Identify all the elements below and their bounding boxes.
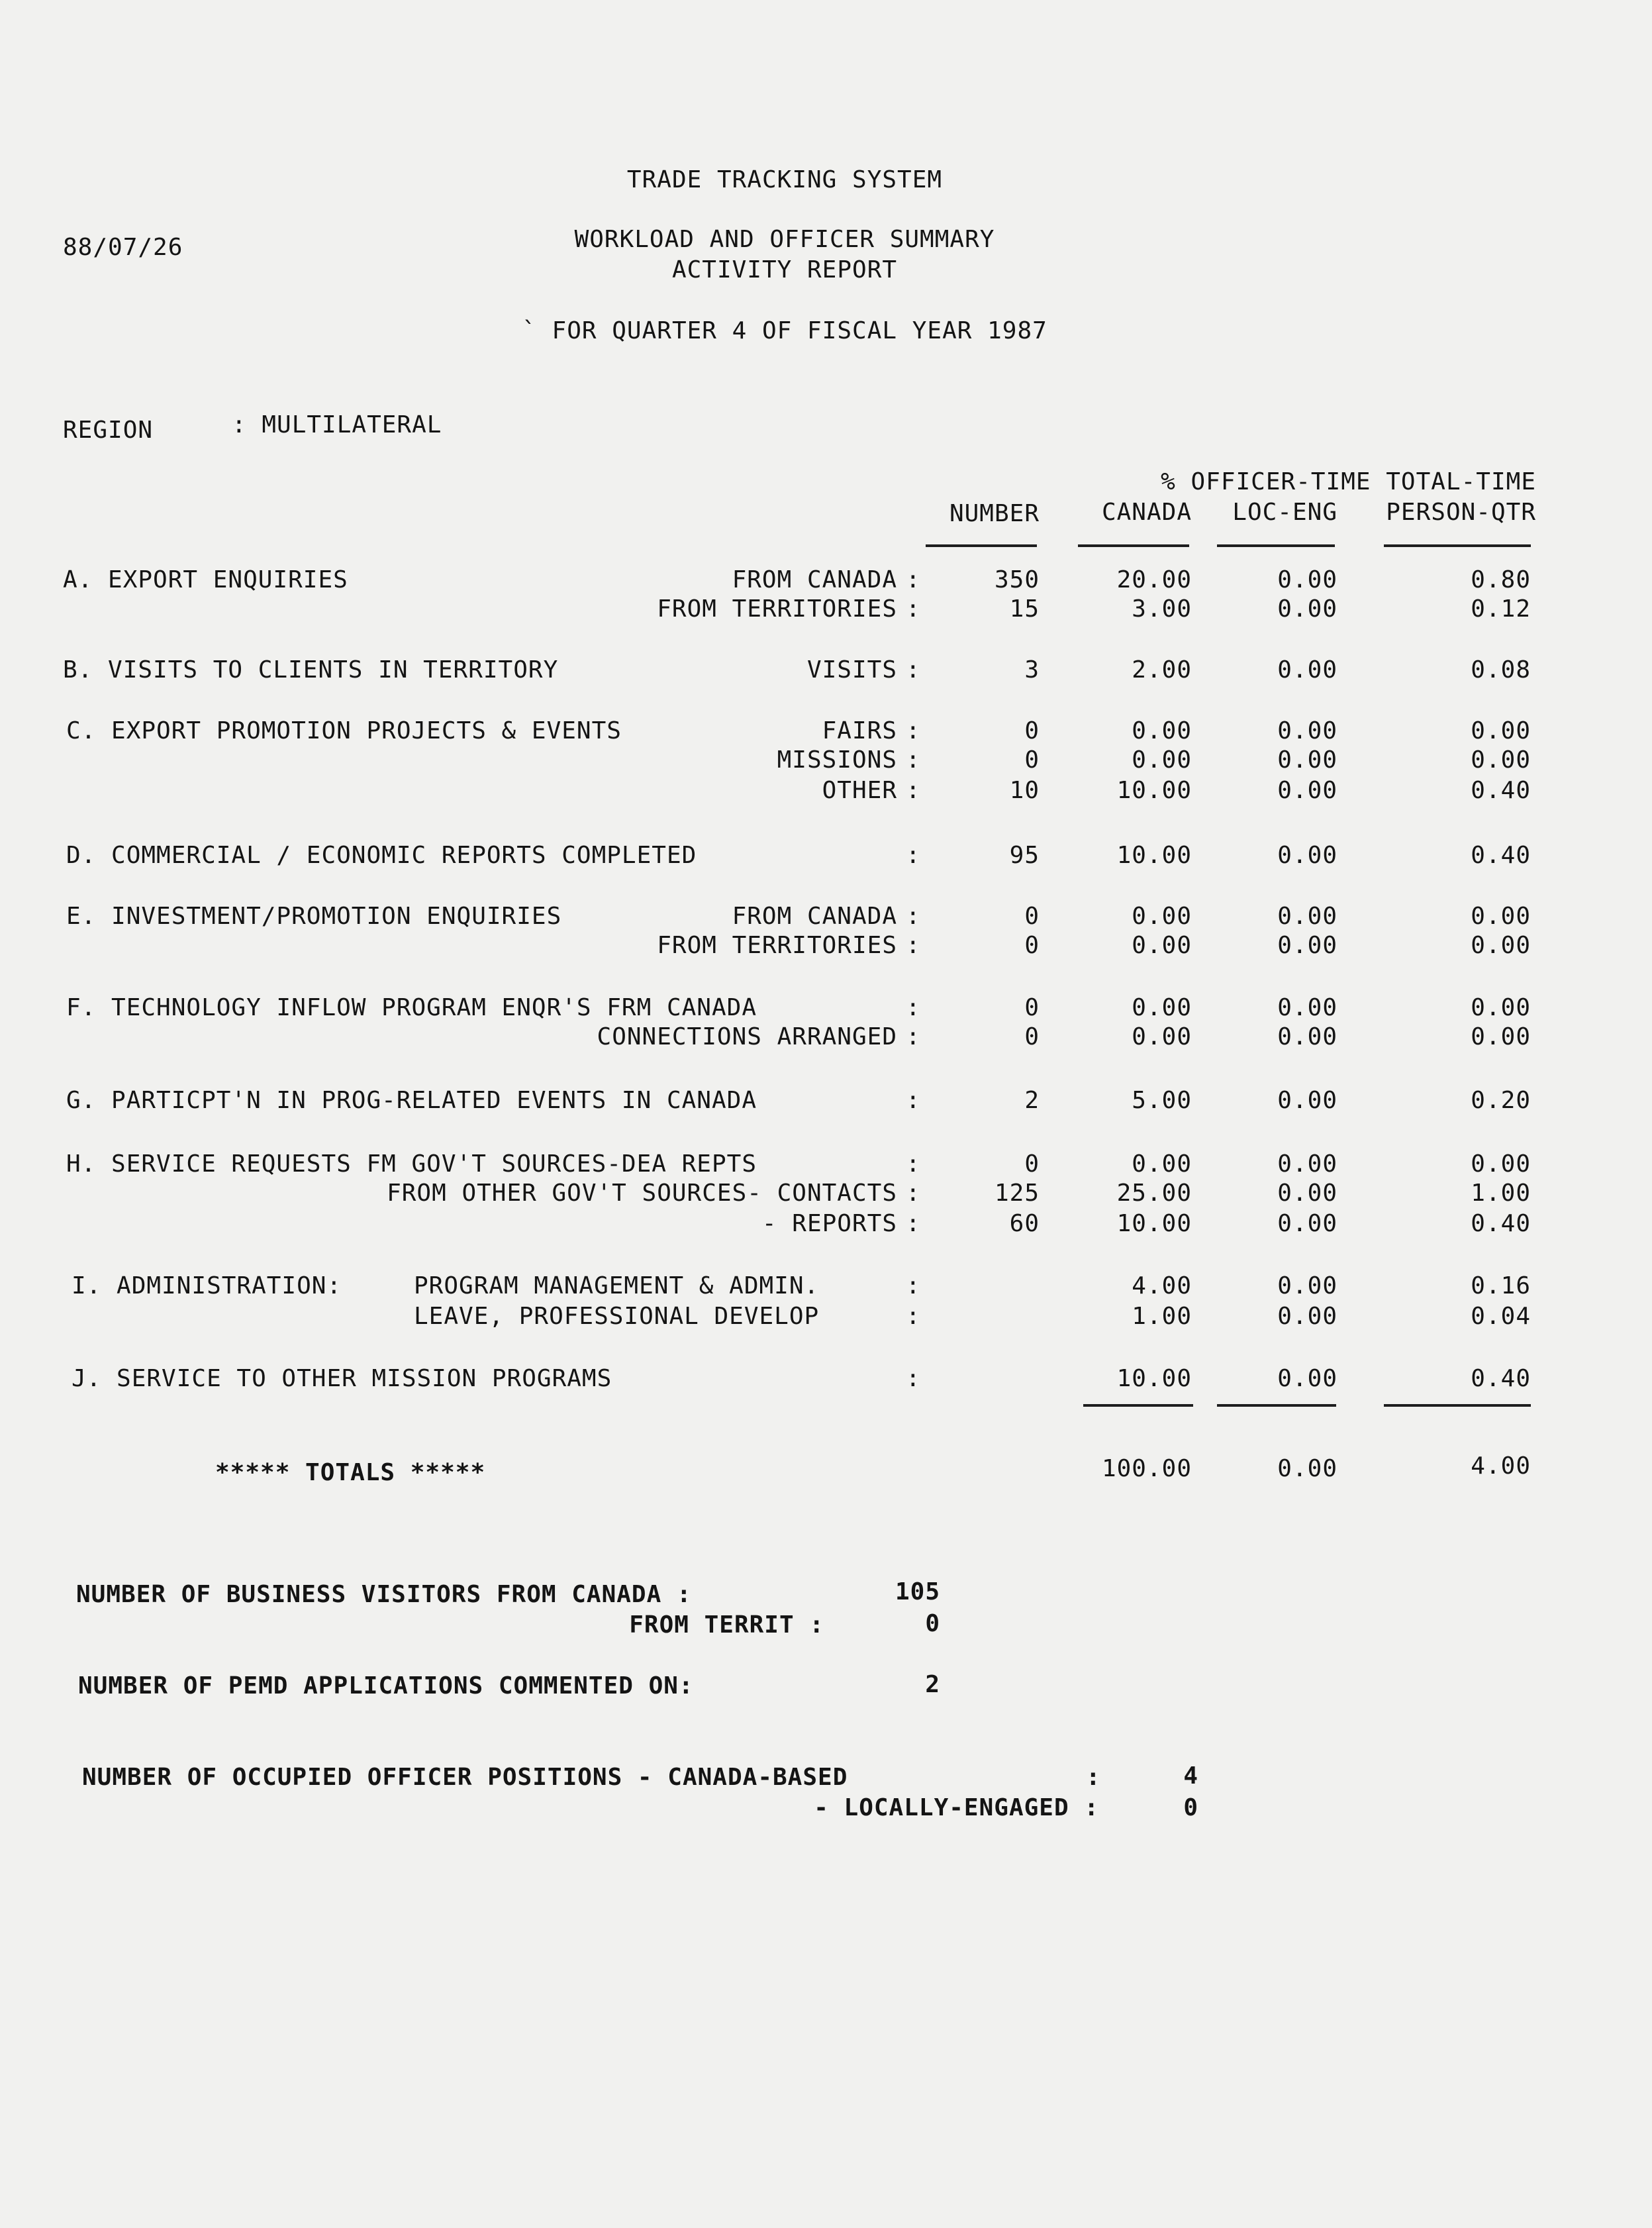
column-group-header: % OFFICER-TIME TOTAL-TIME (1161, 468, 1536, 495)
row-number-value: 60 (1009, 1210, 1040, 1237)
row-number-value: 95 (1009, 842, 1040, 869)
row-canada-value: 0.00 (1132, 903, 1192, 930)
row-canada-value: 4.00 (1132, 1272, 1192, 1299)
row-canada-value: 10.00 (1116, 1365, 1192, 1392)
row-canada-value: 0.00 (1132, 717, 1192, 744)
totals-rule-loc-eng (1217, 1404, 1336, 1407)
header-rule-person-qtr (1384, 544, 1531, 547)
row-pq-value: 0.00 (1471, 1023, 1531, 1050)
row-number-value: 125 (994, 1180, 1040, 1207)
row-colon: : (906, 566, 921, 593)
row-loc-value: 0.00 (1277, 1365, 1337, 1392)
system-title: TRADE TRACKING SYSTEM (626, 166, 943, 193)
pemd-value: 2 (925, 1671, 940, 1698)
row-number-value: 10 (1009, 777, 1040, 804)
visitors-territ-value: 0 (925, 1610, 940, 1637)
row-canada-value: 25.00 (1116, 1180, 1192, 1207)
row-canada-value: 10.00 (1116, 842, 1192, 869)
row-loc-value: 0.00 (1277, 1210, 1337, 1237)
row-category: E. INVESTMENT/PROMOTION ENQUIRIES (66, 903, 562, 930)
region-value: : MULTILATERAL (232, 411, 442, 438)
officer-positions-label: NUMBER OF OCCUPIED OFFICER POSITIONS - CANADA-BASED (82, 1764, 848, 1791)
row-subcategory: PROGRAM MANAGEMENT & ADMIN. (414, 1272, 820, 1299)
row-colon: : (906, 1210, 921, 1237)
region-label: REGION (63, 417, 154, 444)
header-rule-canada (1078, 544, 1189, 547)
row-number-value: 2 (1024, 1087, 1040, 1114)
row-colon: : (906, 842, 921, 869)
column-loc-eng: LOC-ENG (1232, 499, 1337, 526)
row-subcategory: MISSIONS (777, 746, 897, 774)
row-category: H. SERVICE REQUESTS FM GOV'T SOURCES-DEA REPTS (66, 1150, 757, 1178)
row-loc-value: 0.00 (1277, 717, 1337, 744)
row-subcategory: FROM CANADA (732, 903, 897, 930)
row-canada-value: 0.00 (1132, 1150, 1192, 1178)
row-number-value: 3 (1024, 656, 1040, 684)
row-loc-value: 0.00 (1277, 903, 1337, 930)
column-canada: CANADA (1101, 499, 1192, 526)
row-canada-value: 0.00 (1132, 746, 1192, 774)
row-number-value: 0 (1024, 746, 1040, 774)
report-date: 88/07/26 (63, 234, 183, 261)
row-colon: : (906, 1303, 921, 1330)
row-canada-value: 10.00 (1116, 777, 1192, 804)
row-canada-value: 1.00 (1132, 1303, 1192, 1330)
totals-rule-canada (1083, 1404, 1193, 1407)
totals-person-qtr: 4.00 (1471, 1452, 1531, 1480)
row-canada-value: 10.00 (1116, 1210, 1192, 1237)
row-subcategory: LEAVE, PROFESSIONAL DEVELOP (414, 1303, 820, 1330)
row-loc-value: 0.00 (1277, 1087, 1337, 1114)
row-canada-value: 0.00 (1132, 932, 1192, 959)
row-canada-value: 0.00 (1132, 1023, 1192, 1050)
row-loc-value: 0.00 (1277, 746, 1337, 774)
row-loc-value: 0.00 (1277, 1303, 1337, 1330)
row-pq-value: 0.00 (1471, 717, 1531, 744)
row-category: F. TECHNOLOGY INFLOW PROGRAM ENQR'S FRM CANADA (66, 994, 757, 1021)
pemd-label: NUMBER OF PEMD APPLICATIONS COMMENTED ON: (78, 1672, 694, 1699)
row-pq-value: 0.40 (1471, 777, 1531, 804)
row-colon: : (906, 903, 921, 930)
row-colon: : (906, 1023, 921, 1050)
row-colon: : (906, 994, 921, 1021)
row-colon: : (906, 717, 921, 744)
row-loc-value: 0.00 (1277, 1023, 1337, 1050)
row-colon: : (906, 1365, 921, 1392)
row-loc-value: 0.00 (1277, 566, 1337, 593)
row-colon: : (906, 1180, 921, 1207)
row-subcategory: FROM CANADA (732, 566, 897, 593)
row-number-value: 15 (1009, 595, 1040, 623)
row-number-value: 0 (1024, 903, 1040, 930)
row-pq-value: 1.00 (1471, 1180, 1531, 1207)
totals-canada: 100.00 (1101, 1455, 1192, 1482)
row-category: I. ADMINISTRATION: (72, 1272, 342, 1299)
row-number-value: 0 (1024, 1023, 1040, 1050)
visitors-label: NUMBER OF BUSINESS VISITORS FROM CANADA : (76, 1581, 692, 1608)
row-pq-value: 0.00 (1471, 903, 1531, 930)
row-colon: : (906, 1150, 921, 1178)
totals-label: ***** TOTALS ***** (215, 1459, 486, 1486)
row-category: D. COMMERCIAL / ECONOMIC REPORTS COMPLETED (66, 842, 697, 869)
row-canada-value: 2.00 (1132, 656, 1192, 684)
row-loc-value: 0.00 (1277, 1180, 1337, 1207)
row-loc-value: 0.00 (1277, 932, 1337, 959)
header-rule-loc-eng (1217, 544, 1335, 547)
officer-local-label: - LOCALLY-ENGAGED : (814, 1794, 1099, 1821)
row-pq-value: 0.12 (1471, 595, 1531, 623)
row-category: A. EXPORT ENQUIRIES (63, 566, 348, 593)
row-category: J. SERVICE TO OTHER MISSION PROGRAMS (72, 1365, 612, 1392)
visitors-territ-label: FROM TERRIT : (629, 1611, 824, 1639)
row-pq-value: 0.80 (1471, 566, 1531, 593)
row-subcategory: OTHER (822, 777, 897, 804)
officer-canada-value: 4 (1183, 1762, 1198, 1790)
row-number-value: 0 (1024, 994, 1040, 1021)
row-subcategory: CONNECTIONS ARRANGED (597, 1023, 897, 1050)
row-loc-value: 0.00 (1277, 656, 1337, 684)
row-loc-value: 0.00 (1277, 595, 1337, 623)
row-pq-value: 0.08 (1471, 656, 1531, 684)
row-loc-value: 0.00 (1277, 1272, 1337, 1299)
row-subcategory: FAIRS (822, 717, 897, 744)
row-pq-value: 0.40 (1471, 1365, 1531, 1392)
row-pq-value: 0.00 (1471, 1150, 1531, 1178)
row-colon: : (906, 777, 921, 804)
report-subtitle: ACTIVITY REPORT (671, 256, 898, 283)
row-pq-value: 0.40 (1471, 1210, 1531, 1237)
row-colon: : (906, 746, 921, 774)
row-canada-value: 5.00 (1132, 1087, 1192, 1114)
column-number: NUMBER (949, 500, 1040, 527)
row-category: C. EXPORT PROMOTION PROJECTS & EVENTS (66, 717, 622, 744)
visitors-canada-value: 105 (895, 1578, 940, 1605)
row-canada-value: 0.00 (1132, 994, 1192, 1021)
row-number-value: 0 (1024, 717, 1040, 744)
row-pq-value: 0.16 (1471, 1272, 1531, 1299)
row-number-value: 0 (1024, 1150, 1040, 1178)
row-category: G. PARTICPT'N IN PROG-RELATED EVENTS IN CANADA (66, 1087, 757, 1114)
row-loc-value: 0.00 (1277, 842, 1337, 869)
row-subcategory: FROM TERRITORIES (657, 932, 897, 959)
row-pq-value: 0.40 (1471, 842, 1531, 869)
row-pq-value: 0.00 (1471, 994, 1531, 1021)
row-canada-value: 20.00 (1116, 566, 1192, 593)
row-loc-value: 0.00 (1277, 1150, 1337, 1178)
totals-rule-person-qtr (1384, 1404, 1531, 1407)
row-subcategory: VISITS (806, 656, 897, 684)
row-subcategory: FROM OTHER GOV'T SOURCES- CONTACTS (387, 1180, 897, 1207)
row-subcategory: - REPORTS (761, 1210, 897, 1237)
row-loc-value: 0.00 (1277, 777, 1337, 804)
row-category: B. VISITS TO CLIENTS IN TERRITORY (63, 656, 559, 684)
report-title: WORKLOAD AND OFFICER SUMMARY (574, 226, 995, 253)
row-number-value: 350 (994, 566, 1040, 593)
row-pq-value: 0.00 (1471, 746, 1531, 774)
header-rule-number (926, 544, 1037, 547)
totals-loc-eng: 0.00 (1277, 1455, 1337, 1482)
row-colon: : (906, 1087, 921, 1114)
row-colon: : (906, 932, 921, 959)
report-period: ` FOR QUARTER 4 OF FISCAL YEAR 1987 (522, 317, 1047, 344)
officer-local-value: 0 (1183, 1794, 1198, 1821)
row-colon: : (906, 595, 921, 623)
officer-positions-colon: : (1086, 1764, 1101, 1791)
row-loc-value: 0.00 (1277, 994, 1337, 1021)
row-colon: : (906, 656, 921, 684)
column-person-qtr: PERSON-QTR (1386, 499, 1536, 526)
row-canada-value: 3.00 (1132, 595, 1192, 623)
row-colon: : (906, 1272, 921, 1299)
row-subcategory: FROM TERRITORIES (657, 595, 897, 623)
row-pq-value: 0.20 (1471, 1087, 1531, 1114)
row-pq-value: 0.00 (1471, 932, 1531, 959)
row-number-value: 0 (1024, 932, 1040, 959)
row-pq-value: 0.04 (1471, 1303, 1531, 1330)
